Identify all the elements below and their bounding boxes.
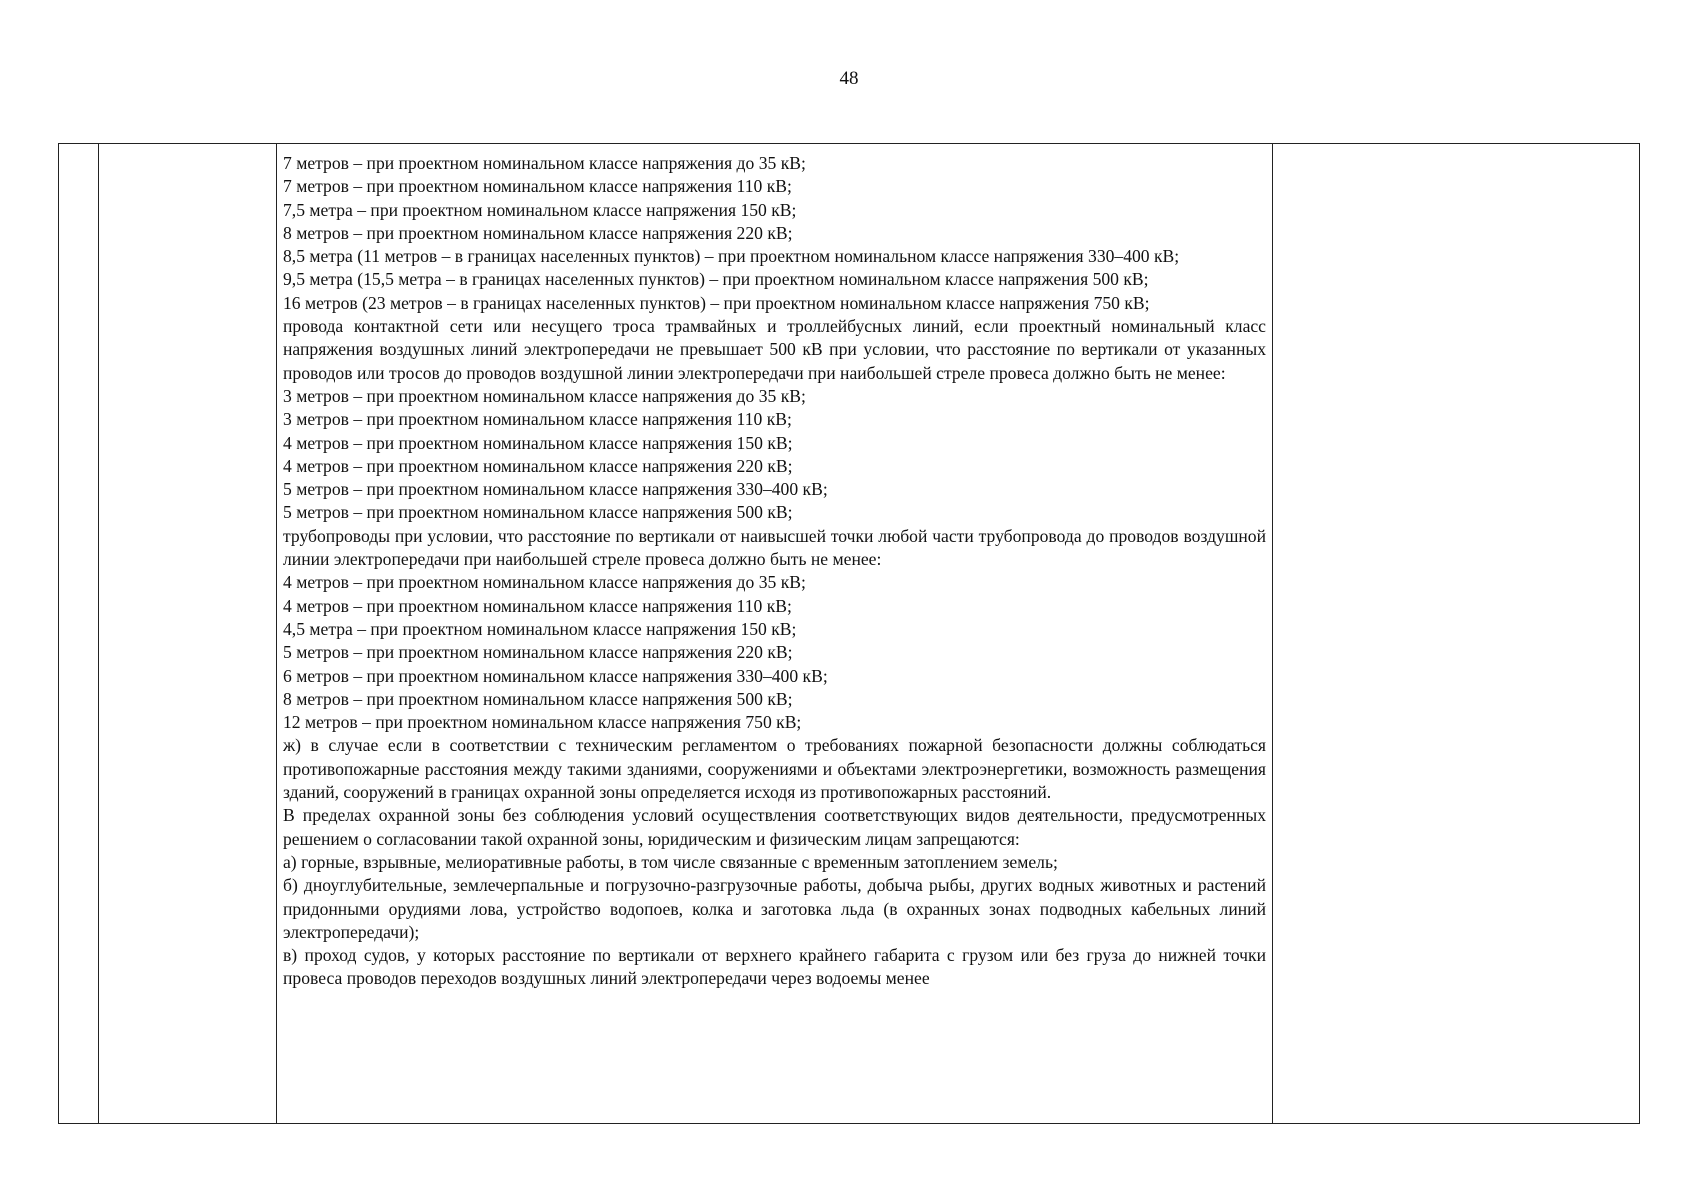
paragraph: 4 метров – при проектном номинальном классе напряжения 150 кВ; <box>283 432 793 453</box>
paragraph: а) горные, взрывные, мелиоративные работы, в том числе связанные с временным затоплением земель; <box>283 851 1058 872</box>
paragraph: 5 метров – при проектном номинальном классе напряжения 500 кВ; <box>283 502 793 523</box>
paragraph: 12 метров – при проектном номинальном классе напряжения 750 кВ; <box>283 712 802 733</box>
table-cell-name <box>99 144 277 1123</box>
page-number: 48 <box>839 68 859 89</box>
document-table <box>58 143 1640 1124</box>
paragraph: 8 метров – при проектном номинальном классе напряжения 220 кВ; <box>283 222 793 243</box>
paragraph: 5 метров – при проектном номинальном классе напряжения 220 кВ; <box>283 642 793 663</box>
paragraph: ж) в случае если в соответствии с техническим регламентом о требованиях пожарной безопасности должны соблюдаться противопожарные расстояния между такими зданиями, сооружениями и объектами электроэнергетики, возможность размещения зданий, сооружений в границах охранной зоны определяется исходя из противопожарных расстояний. <box>283 735 1266 803</box>
table-cell-description <box>277 144 1273 1123</box>
paragraph: 3 метров – при проектном номинальном классе напряжения до 35 кВ; <box>283 385 806 406</box>
paragraph: 7,5 метра – при проектном номинальном классе напряжения 150 кВ; <box>283 199 797 220</box>
table-cell-notes <box>1273 144 1639 1123</box>
paragraph: 16 метров (23 метров – в границах населенных пунктов) – при проектном номинальном классе напряжения 750 кВ; <box>283 292 1150 313</box>
paragraph: б) дноуглубительные, землечерпальные и погрузочно-разгрузочные работы, добыча рыбы, других водных животных и растений придонными орудиями лова, устройство водопоев, колка и заготовка льда (в охранных зонах подводных кабельных линий электропередачи); <box>283 875 1266 942</box>
paragraph: трубопроводы при условии, что расстояние по вертикали от наивысшей точки любой части трубопровода до проводов воздушной линии электропередачи при наибольшей стреле провеса должно быть не менее: <box>283 525 1266 570</box>
paragraph: 4 метров – при проектном номинальном классе напряжения 110 кВ; <box>283 595 792 616</box>
paragraph: 4,5 метра – при проектном номинальном классе напряжения 150 кВ; <box>283 618 797 639</box>
paragraph: 4 метров – при проектном номинальном классе напряжения 220 кВ; <box>283 455 793 476</box>
paragraph: 3 метров – при проектном номинальном классе напряжения 110 кВ; <box>283 409 792 430</box>
description-text <box>283 152 1266 991</box>
paragraph: 7 метров – при проектном номинальном классе напряжения 110 кВ; <box>283 176 792 197</box>
paragraph: В пределах охранной зоны без соблюдения условий осуществления соответствующих видов деятельности, предусмотренных решением о согласовании такой охранной зоны, юридическим и физическим лицам запрещаются: <box>283 805 1266 849</box>
paragraph: 5 метров – при проектном номинальном классе напряжения 330–400 кВ; <box>283 479 828 500</box>
paragraph: 9,5 метра (15,5 метра – в границах населенных пунктов) – при проектном номинальном классе напряжения 500 кВ; <box>283 269 1149 290</box>
paragraph: провода контактной сети или несущего троса трамвайных и троллейбусных линий, если проектный номинальный класс напряжения воздушных линий электропередачи не превышает 500 кВ при условии, что расстояние по вертикали от указанных проводов или тросов до проводов воздушной линии электропередачи при наибольшей стреле провеса должно быть не менее: <box>283 316 1266 383</box>
paragraph: 6 метров – при проектном номинальном классе напряжения 330–400 кВ; <box>283 665 828 686</box>
paragraph: 8 метров – при проектном номинальном классе напряжения 500 кВ; <box>283 688 793 709</box>
paragraph: в) проход судов, у которых расстояние по вертикали от верхнего крайнего габарита с грузом или без груза до нижней точки провеса проводов переходов воздушных линий электропередачи через водоемы менее <box>283 945 1266 989</box>
paragraph: 8,5 метра (11 метров – в границах населенных пунктов) – при проектном номинальном классе напряжения 330–400 кВ; <box>283 246 1180 267</box>
paragraph: 7 метров – при проектном номинальном классе напряжения до 35 кВ; <box>283 153 806 173</box>
table-cell-number <box>59 144 99 1123</box>
paragraph: 4 метров – при проектном номинальном классе напряжения до 35 кВ; <box>283 572 806 593</box>
